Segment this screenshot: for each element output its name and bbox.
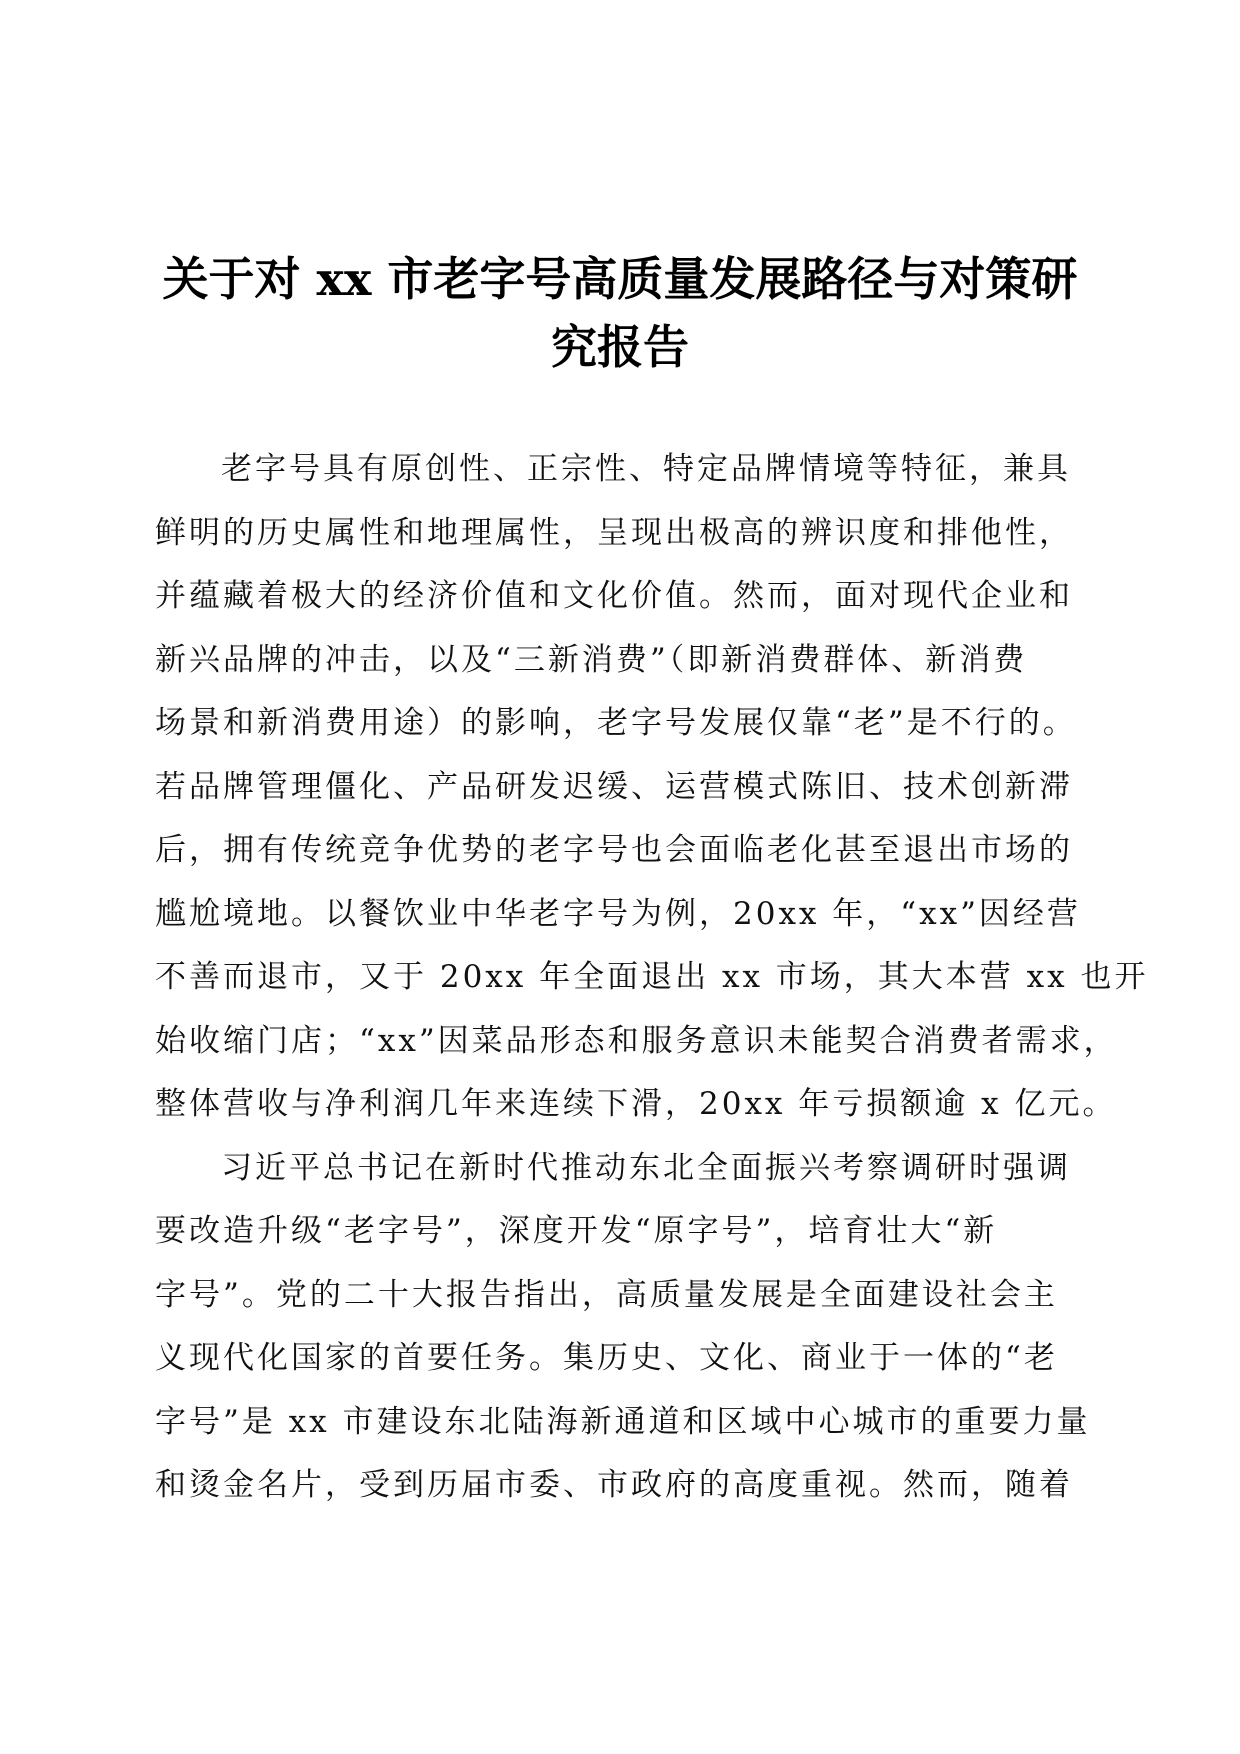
- paragraph-line: 整体营收与净利润几年来连续下滑，20xx 年亏损额逾 x 亿元。: [155, 1086, 1117, 1122]
- paragraph-line: 习近平总书记在新时代推动东北全面振兴考察调研时强调: [221, 1149, 1071, 1186]
- paragraph-line: 尴尬境地。以餐饮业中华老字号为例，20xx 年，“xx”因经营: [155, 895, 1081, 932]
- paragraph-line: 场景和新消费用途）的影响，老字号发展仅靠“老”是不行的。: [155, 705, 1077, 741]
- paragraph-2: [155, 1137, 1105, 1518]
- paragraph-line: 并蕴藏着极大的经济价值和文化价值。然而，面对现代企业和: [155, 578, 1073, 614]
- paragraph-line: 后，拥有传统竞争优势的老字号也会面临老化甚至退出市场的: [155, 832, 1073, 868]
- document-title: [150, 245, 1090, 381]
- paragraph-line: 义现代化国家的首要任务。集历史、文化、商业于一体的“老: [155, 1340, 1058, 1376]
- paragraph-line: 不善而退市，又于 20xx 年全面退出 xx 市场，其大本营 xx 也开: [155, 959, 1149, 995]
- paragraph-line: 新兴品牌的冲击，以及“三新消费”（即新消费群体、新消费: [155, 641, 1028, 678]
- document-body: [155, 438, 1149, 1518]
- paragraph-1: [155, 438, 1149, 1137]
- paragraph-line: 字号”。党的二十大报告指出，高质量发展是全面建设社会主: [155, 1276, 1058, 1313]
- paragraph-line: 老字号具有原创性、正宗性、特定品牌情境等特征，兼具: [221, 451, 1071, 487]
- paragraph-line: 要改造升级“老字号”，深度开发“原字号”，培育壮大“新: [155, 1213, 998, 1249]
- paragraph-line: 和烫金名片，受到历届市委、市政府的高度重视。然而，随着: [155, 1467, 1073, 1503]
- title-line-2: 究报告: [551, 320, 689, 374]
- paragraph-line: 鲜明的历史属性和地理属性，呈现出极高的辨识度和排他性，: [155, 514, 1073, 551]
- paragraph-line: 若品牌管理僵化、产品研发迟缓、运营模式陈旧、技术创新滞: [155, 768, 1073, 805]
- title-line-1: 关于对 xx 市老字号高质量发展路径与对策研: [162, 252, 1078, 306]
- paragraph-line: 始收缩门店；“xx”因菜品形态和服务意识未能契合消费者需求，: [155, 1022, 1118, 1059]
- paragraph-line: 字号”是 xx 市建设东北陆海新通道和区域中心城市的重要力量: [155, 1403, 1091, 1440]
